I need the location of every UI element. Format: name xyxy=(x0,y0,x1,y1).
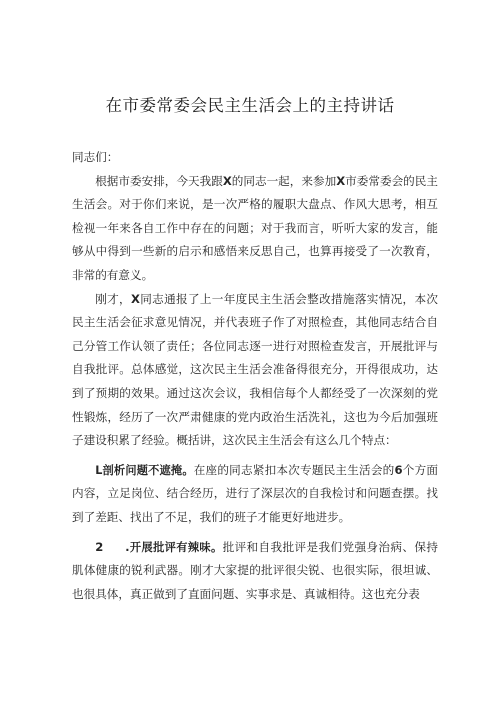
paragraph-2-text-b: 同志通报了上一年度民主生活会整改措施落实情况，本次民主生活会征求意见情况，并代表班子作了对照检查，其他同志结合自己分管工作认领了责任；各位同志逐一进行对照检查发言，开展批评与自我批评。总体感觉，这次民主生活会准备得很充分，开得很成功，达到了预期的效果。通过这次会议，我相信每个人都经受了一次深刻的党性锻炼，经历了一次严肃健康的党内政治生活洗礼，这也为今后加强班子建设积累了经验。概括讲，这次民主生活会有这么几个特点： xyxy=(72,291,438,448)
paragraph-2-text-a: 刚才， xyxy=(95,291,131,306)
point-2-number: 2 xyxy=(95,539,104,554)
placeholder-x: X xyxy=(130,291,140,306)
paragraph-1 xyxy=(72,170,438,288)
paragraph-3-text-a: 在座的同志紧扣本次专题民主生活会的 xyxy=(193,462,395,477)
document-title: 在市委常委会民主生活会上的主持讲话 xyxy=(105,96,395,115)
document-body xyxy=(72,146,438,606)
paragraph-1-text-c: 市委常委会的民主生活会。对于你们来说，是一次严格的履职大盘点、作风大思考，相互检视一年来各自工作中存在的问题；对于我而言，听听大家的发言，能够从中得到一些新的启示和感悟来反思自己，也算再接受了一次教育，非常的有意义。 xyxy=(72,173,438,282)
point-2-heading: .开展批评有辣味。 xyxy=(125,540,223,554)
paragraph-1-text-b: 的同志一起，来参加 xyxy=(231,173,337,188)
salutation: 同志们： xyxy=(72,150,119,164)
placeholder-x: X xyxy=(336,173,346,188)
placeholder-x: X xyxy=(222,173,232,188)
count-number: 6 xyxy=(394,462,403,477)
paragraph-3 xyxy=(72,459,438,530)
point-1-heading: L剖析问题不遮掩。 xyxy=(95,463,194,477)
paragraph-1-text-a: 根据市委安排，今天我跟 xyxy=(95,173,223,188)
paragraph-3-text-b: 个方面内容，立足岗位、结合经历，进行了深层次的自我检讨和问题查摆。找到了差距、找出了不足，我们的班子才能更好地进步。 xyxy=(72,462,438,524)
paragraph-4-text: 批评和自我批评是我们党强身治病、保持肌体健康的锐利武器。刚才大家提的批评很尖锐、也很实际，很坦诚、也很具体，真正做到了直面问题、实事求是、真诚相待。这也充分表 xyxy=(72,539,438,601)
paragraph-4 xyxy=(72,536,438,607)
paragraph-2 xyxy=(72,288,438,453)
